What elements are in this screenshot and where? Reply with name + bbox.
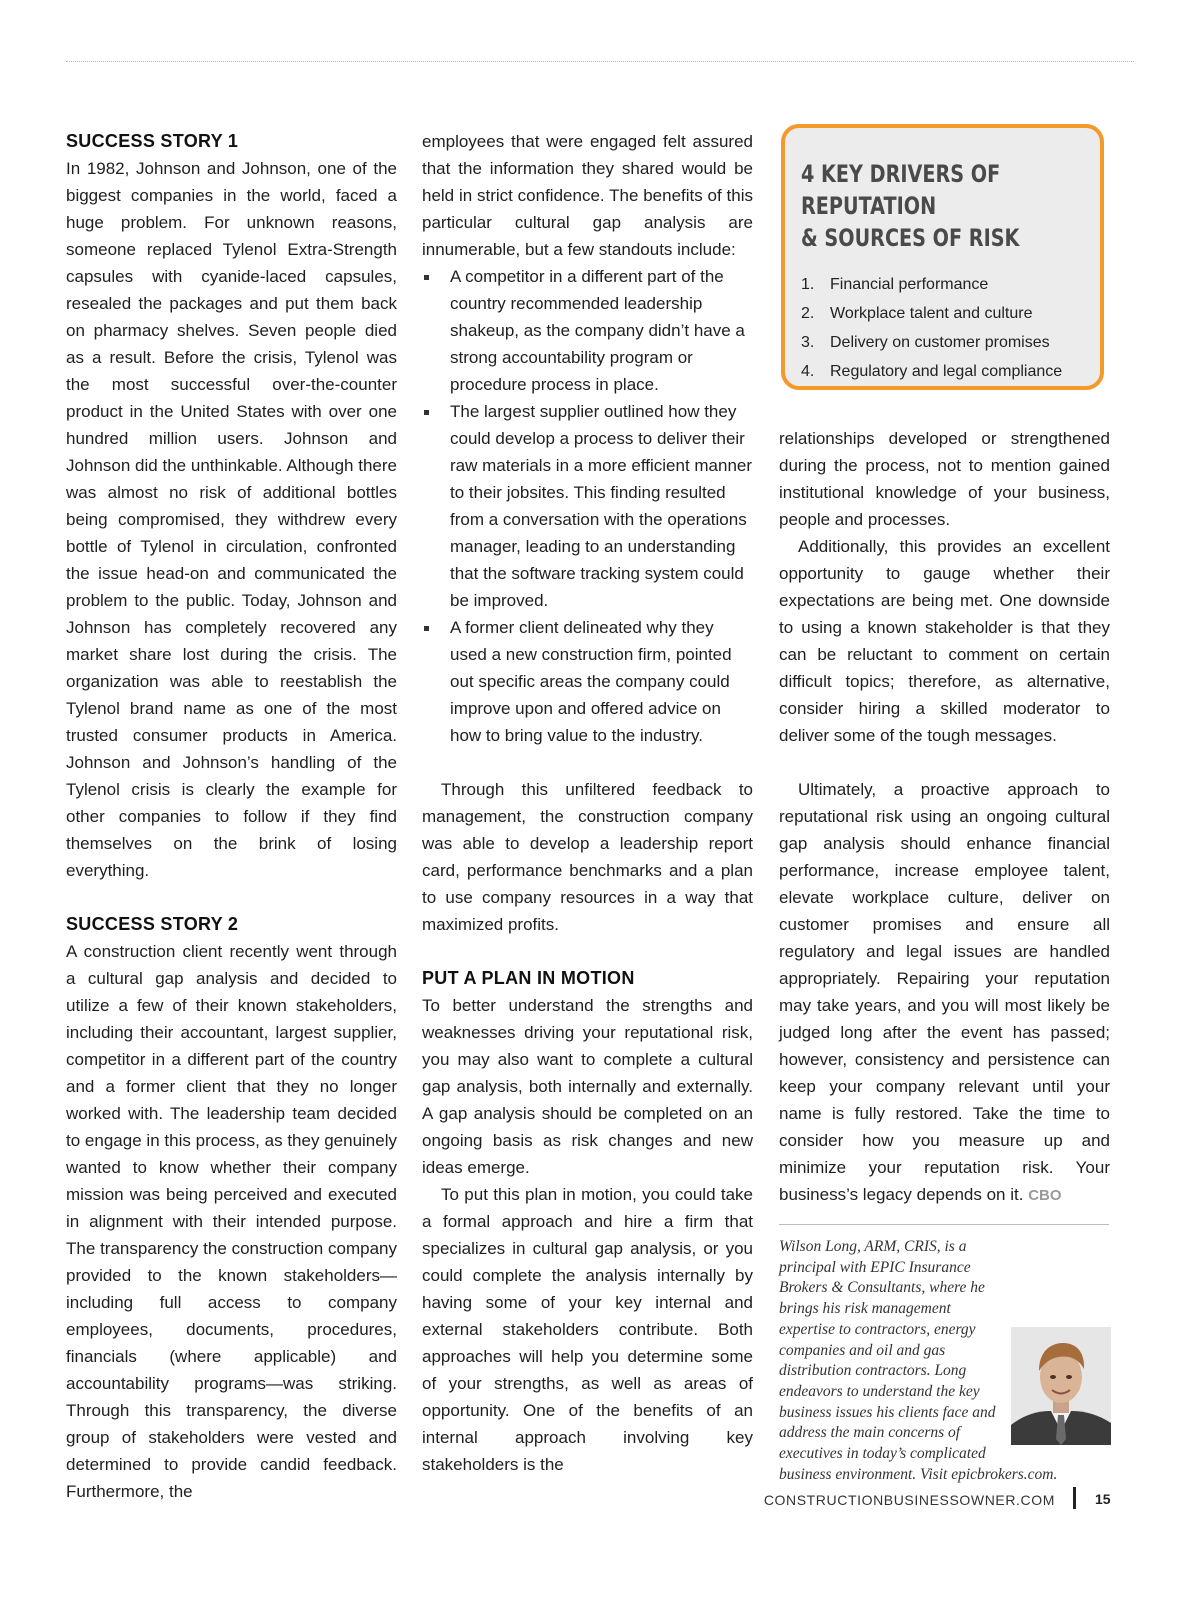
author-bio: Wilson Long, ARM, CRIS, is a principal with EPIC Insurance Brokers & Consultants, where he brings his risk management expertise to contractors, energy companies and oil and gas distribution contractors. Long endeavors to understand the key business issues his clients face and address the main concerns of executives in today’s complicated business environment. Visit epicbrokers.com. [779,1237,1111,1485]
author-photo [1011,1327,1111,1445]
footer-divider [1073,1487,1076,1509]
bio-divider [779,1224,1109,1225]
column-2 [422,128,753,1478]
success-story-1-heading: SUCCESS STORY 1 [66,131,239,151]
feedback-paragraph: Through this unfiltered feedback to management, the construction company was able to develop a leadership report card, performance benchmarks and a plan to use company resources in a way that maximized profits. [422,780,753,934]
list-item: 4. Regulatory and legal compliance [801,363,1063,380]
plan-paragraph-2: To put this plan in motion, you could take a formal approach and hire a firm that specializes in cultural gap analysis, or you could complete the analysis internally by having some of your key internal and external stakeholders contribute. Both approaches will help you determine some of your strengths, as well as areas of opportunity. One of the benefits of an internal approach involving key stakeholders is the [422,1185,753,1474]
top-divider [66,61,1134,62]
list-item: 2. Workplace talent and culture [801,305,1033,322]
sidebar-title: 4 KEY DRIVERS OF REPUTATION & SOURCES OF RISK [801,160,1020,252]
conclusion-paragraph: Ultimately, a proactive approach to reputational risk using an ongoing cultural gap analysis should enhance financial performance, increase employee talent, elevate workplace culture, deliver on customer promises and ensure all regulatory and legal issues are handled appropriately. Repairing your reputation may take years, and you will most likely be judged long after the event has passed; however, consistency and persistence can keep your company relevant until your name is fully restored. Take the time to consider how you measure up and minimize your reputation risk. Your business’s legacy depends on it. CBO [779,780,1110,1204]
list-item: A competitor in a different part of the country recommended leadership shakeup, as the company didn’t have a strong accountability program or procedure process in place. [422,263,753,398]
list-item: The largest supplier outlined how they could develop a process to deliver their raw materials in a more efficient manner to their jobsites. This finding resulted from a conversation with the operations manager, leading to an understanding that the software tracking system could be improved. [422,398,753,614]
key-drivers-sidebar [781,124,1104,390]
end-mark: CBO [1028,1187,1062,1204]
footer-website: CONSTRUCTIONBUSINESSOWNER.COM [763,1492,1055,1508]
relationships-paragraph: relationships developed or strengthened during the process, not to mention gained institutional knowledge of your business, people and processes. [779,429,1110,529]
success-story-2-body: A construction client recently went through a cultural gap analysis and decided to utilize a few of their known stakeholders, including their accountant, largest supplier, competitor in a different part of the country and a former client that they no longer worked with. The leadership team decided to engage in this process, as they genuinely wanted to know whether their company mission was being perceived and executed in alignment with their intended purpose. The transparency the construction company provided to the known stakeholders—including full access to company employees, documents, procedures, financials (where applicable) and accountability programs—was striking. Through this transparency, the diverse group of stakeholders were vested and determined to provide candid feedback. Furthermore, the [66,942,397,1501]
list-item: A former client delineated why they used a new construction firm, pointed out specific areas the company could improve upon and offered advice on how to bring value to the industry. [422,614,753,749]
benefits-list [422,263,753,749]
success-story-2-heading: SUCCESS STORY 2 [66,914,239,934]
drivers-list [801,270,1086,386]
list-item: 1. Financial performance [801,276,989,293]
success-story-1-body: In 1982, Johnson and Johnson, one of the biggest companies in the world, faced a huge problem. For unknown reasons, someone replaced Tylenol Extra-Strength capsules with cyanide-laced capsules, resealed the packages and put them back on pharmacy shelves. Seven people died as a result. Before the crisis, Tylenol was the most successful over-the-counter product in the United States with over one hundred million users. Johnson and Johnson did the unthinkable. Although there was almost no risk of additional bottles being compromised, they withdrew every bottle of Tylenol in circulation, confronted the issue head-on and communicated the problem to the public. Today, Johnson and Johnson has completely recovered any market share lost during the crisis. The organization was able to reestablish the Tylenol brand name as one of the most trusted consumer products in America. Johnson and Johnson’s handling of the Tylenol crisis is clearly the example for other companies to follow if they find themselves on the brink of losing everything. [66,159,397,880]
plan-paragraph-1: To better understand the strengths and weaknesses driving your reputational risk, you may also want to complete a cultural gap analysis, both internally and externally. A gap analysis should be completed on an ongoing basis as risk changes and new ideas emerge. [422,996,753,1177]
page-number: 15 [1095,1491,1111,1507]
list-item: 3. Delivery on customer promises [801,334,1050,351]
plan-heading: PUT A PLAN IN MOTION [422,968,635,988]
column-1 [66,128,397,1505]
benefits-intro: employees that were engaged felt assured that the information they shared would be held in strict confidence. The benefits of this particular cultural gap analysis are innumerable, but a few standouts include: [422,132,753,259]
column-3 [779,425,1110,1209]
additionally-paragraph: Additionally, this provides an excellent opportunity to gauge whether their expectations are being met. One downside to using a known stakeholder is that they can be reluctant to comment on certain difficult topics; therefore, as alternative, consider hiring a skilled moderator to deliver some of the tough messages. [779,537,1110,745]
